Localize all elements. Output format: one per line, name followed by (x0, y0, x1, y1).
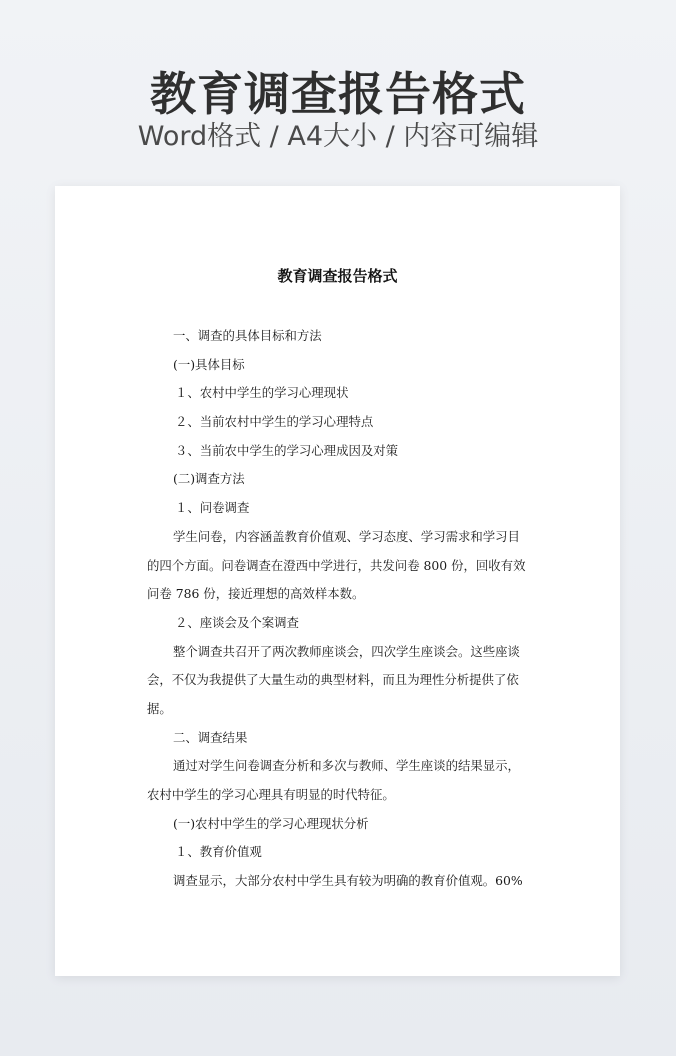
section-heading: 二、调查结果 (173, 729, 248, 745)
banner-title: 教育调查报告格式 (150, 67, 526, 121)
section-heading: 一、调查的具体目标和方法 (173, 328, 322, 343)
list-item: ２、当前农村中学生的学习心理特点 (175, 414, 374, 430)
paragraph-line: 问卷 786 份，接近理想的高效样本数。 (147, 586, 365, 602)
list-item: １、问卷调查 (175, 500, 250, 516)
list-item: １、农村中学生的学习心理现状 (175, 385, 349, 401)
paragraph-line: 的四个方面。问卷调查在澄西中学进行，共发问卷 800 份，回收有效 (147, 557, 526, 573)
list-item: ２、座谈会及个案调查 (175, 614, 299, 630)
paragraph-line: 据。 (147, 700, 172, 716)
document-page (55, 186, 620, 976)
subsection-heading: (二)调查方法 (173, 471, 245, 487)
subsection-heading: (一)农村中学生的学习心理现状分析 (173, 815, 369, 831)
paragraph-line: 农村中学生的学习心理具有明显的时代特征。 (147, 787, 395, 802)
paragraph-line: 调查显示，大部分农村中学生具有较为明确的教育价值观。60% (173, 873, 523, 889)
document-title: 教育调查报告格式 (277, 267, 398, 285)
paragraph-line: 学生问卷，内容涵盖教育价值观、学习态度、学习需求和学习目 (173, 528, 520, 544)
banner-subtitle: Word格式 / A4大小 / 内容可编辑 (137, 121, 539, 152)
paragraph-line: 整个调查共召开了两次教师座谈会，四次学生座谈会。这些座谈 (173, 643, 520, 659)
paragraph-line: 通过对学生问卷调查分析和多次与教师、学生座谈的结果显示， (173, 758, 520, 774)
paragraph-line: 会，不仅为我提供了大量生动的典型材料，而且为理性分析提供了依 (147, 672, 519, 688)
subsection-heading: (一)具体目标 (173, 356, 245, 372)
list-item: １、教育价值观 (175, 844, 262, 860)
list-item: ３、当前农中学生的学习心理成因及对策 (175, 442, 399, 458)
document-body (147, 322, 530, 896)
